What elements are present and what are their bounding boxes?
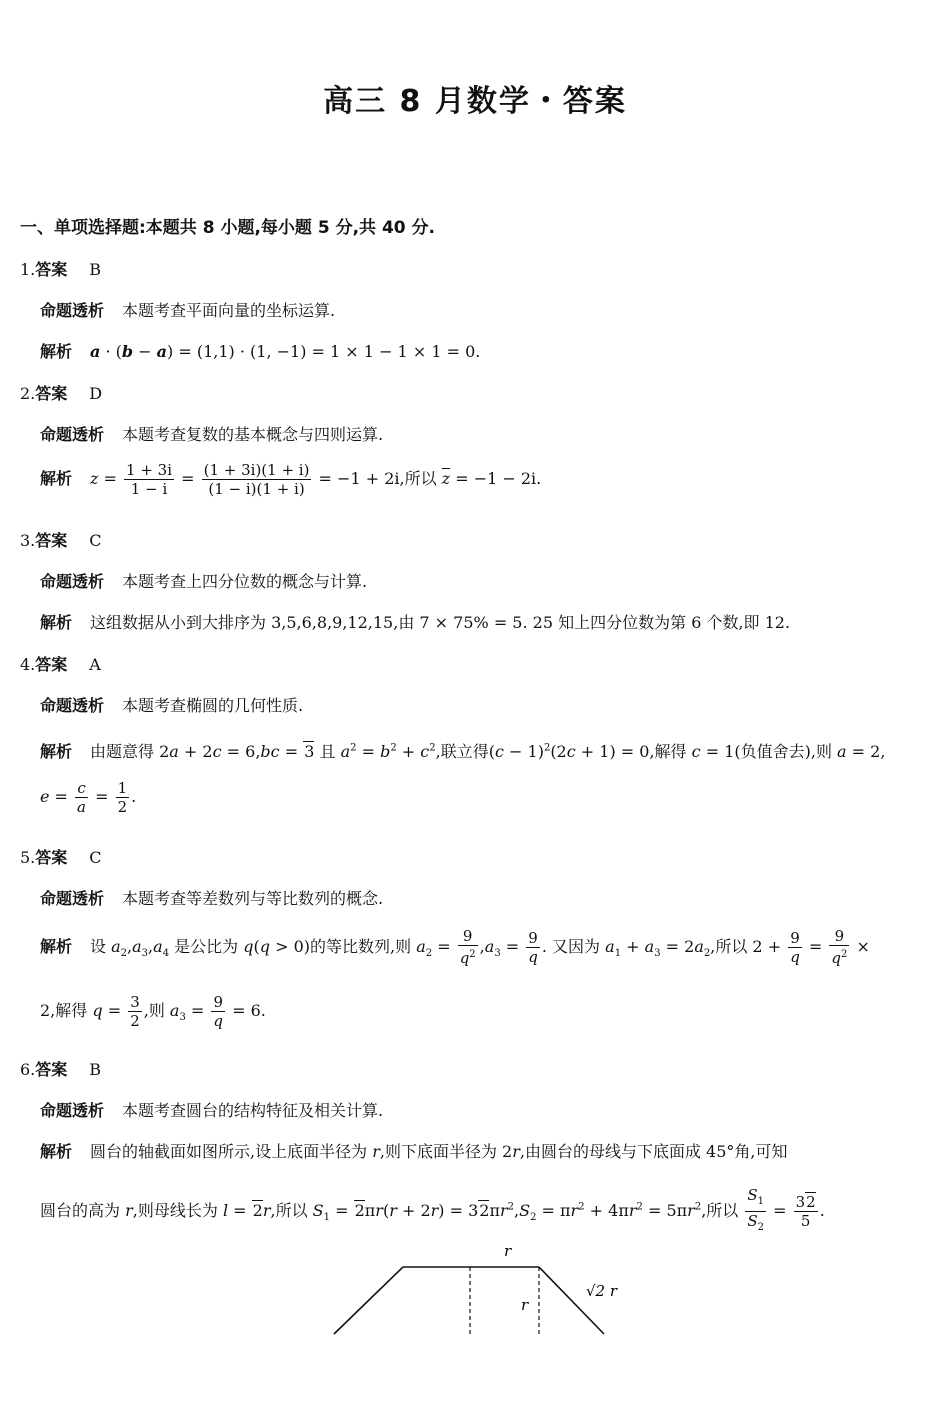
insight-label: 命题透析 — [40, 572, 105, 591]
insight-label: 命题透析 — [40, 696, 105, 715]
insight-label: 命题透析 — [40, 425, 105, 444]
answer-label: 答案 — [35, 1060, 68, 1079]
q5-result-math: 2,解得 q = $\frac{3}{2}$ ,则 $a_3$ = $\frac{9}{q}$ = 6. — [40, 993, 266, 1030]
answer-label: 答案 — [35, 260, 68, 279]
right-slant-edge — [539, 1267, 604, 1334]
q4-number: 4. — [20, 655, 36, 674]
q5-number: 5. — [20, 848, 36, 867]
answer-label: 答案 — [35, 384, 68, 403]
q4-header — [20, 652, 101, 675]
q6-insight — [40, 1098, 383, 1121]
q5-header — [20, 845, 102, 868]
insight-label: 命题透析 — [40, 301, 105, 320]
q6-analysis — [40, 1139, 788, 1162]
q5-answer: C — [89, 848, 102, 867]
page-title: 高三 8 月数学・答案 — [323, 84, 627, 119]
analysis-label: 解析 — [40, 1142, 73, 1161]
q1-header — [20, 257, 101, 280]
q1-insight — [40, 298, 335, 321]
label-top-radius: r — [504, 1242, 512, 1260]
q5-insight-text: 本题考查等差数列与等比数列的概念. — [122, 889, 384, 908]
q1-analysis-math: a · (b − a) = (1,1) · (1, −1) = 1 × 1 − 1 × 1 = 0. — [90, 342, 481, 361]
q2-header — [20, 381, 102, 404]
q3-header — [20, 528, 102, 551]
q1-answer: B — [89, 260, 102, 279]
q3-insight-text: 本题考查上四分位数的概念与计算. — [122, 572, 368, 591]
answer-label: 答案 — [35, 531, 68, 550]
q4-analysis-cont — [40, 779, 136, 816]
analysis-label: 解析 — [40, 342, 73, 361]
q5-insight — [40, 886, 383, 909]
q4-insight-text: 本题考查椭圆的几何性质. — [122, 696, 304, 715]
q5-analysis-math: 设 $a_2,a_3,a_4$ 是公比为 q(q > 0)的等比数列,则 $a_2$ = $\frac{9}{q^2}$ $,a_3$ = $\frac{9}{q}$ . 又因为 $a_1 + a_3 = 2a_2$,所以 2 + $\frac{9}{q}$ = $\frac{9}{q^2}$ × — [90, 927, 870, 967]
q3-number: 3. — [20, 531, 36, 550]
frustum-cross-section-figure — [320, 1235, 620, 1340]
q1-analysis — [40, 339, 480, 362]
q2-analysis — [40, 461, 541, 498]
q4-insight — [40, 693, 303, 716]
analysis-label: 解析 — [40, 613, 73, 632]
q2-number: 2. — [20, 384, 36, 403]
q6-number: 6. — [20, 1060, 36, 1079]
label-slant-length: √2 r — [586, 1282, 618, 1300]
insight-label: 命题透析 — [40, 1101, 105, 1120]
q1-number: 1. — [20, 260, 36, 279]
section-heading: 一、单项选择题:本题共 8 小题,每小题 5 分,共 40 分. — [20, 218, 435, 238]
q6-result-math: 圆台的高为 r,则母线长为 l = 2r,所以 $S_1 = 2\pi r(r + 2r) = 32\pi r^2,S_2 = \pi r^2 + 4\pi r^2 = 5\pi r^2$,所以 $\frac{S_1}{S_2}$ = $\frac{32}{5}$ . — [40, 1186, 825, 1233]
answer-label: 答案 — [35, 848, 68, 867]
analysis-label: 解析 — [40, 742, 73, 761]
q2-analysis-math: z = $\frac{1 + 3i}{1 - i}$ = $\frac{(1 + 3i)(1 + i)}{(1 - i)(1 + i)}$ = −1 + 2i,所以 $\overline{z} = -1 - 2i$. — [90, 461, 542, 498]
q4-analysis-math: 由题意得 2a + 2c = 6,bc = 3 且 $a^2 = b^2 + c^2$,联立得$(c - 1)^2(2c + 1) = 0$,解得 c = 1(负值舍去),则 a = 2, — [90, 742, 886, 761]
insight-label: 命题透析 — [40, 889, 105, 908]
q2-answer: D — [89, 384, 103, 403]
analysis-label: 解析 — [40, 936, 73, 956]
answer-label: 答案 — [35, 655, 68, 674]
q2-insight-text: 本题考查复数的基本概念与四则运算. — [122, 425, 384, 444]
q4-answer: A — [89, 655, 101, 674]
q5-analysis — [40, 927, 870, 967]
label-height: r — [521, 1296, 529, 1314]
q6-answer: B — [89, 1060, 102, 1079]
q6-header — [20, 1057, 101, 1080]
left-slant-edge — [334, 1267, 403, 1334]
q5-analysis-cont — [40, 993, 266, 1030]
analysis-label: 解析 — [40, 469, 73, 488]
q4-eccentricity-math: e = $\frac{c}{a}$ = $\frac{1}{2}$ . — [40, 779, 137, 816]
q2-insight — [40, 422, 383, 445]
q6-insight-text: 本题考查圆台的结构特征及相关计算. — [122, 1101, 384, 1120]
q6-analysis-math: 圆台的轴截面如图所示,设上底面半径为 r,则下底面半径为 2r,由圆台的母线与下底面成 45°角,可知 — [90, 1142, 788, 1161]
q6-analysis-cont — [40, 1186, 825, 1237]
q3-analysis — [40, 610, 790, 633]
q4-analysis — [40, 739, 885, 762]
q3-answer: C — [89, 531, 102, 550]
q1-insight-text: 本题考查平面向量的坐标运算. — [122, 301, 336, 320]
q3-insight — [40, 569, 367, 592]
q3-analysis-text: 这组数据从小到大排序为 3,5,6,8,9,12,15,由 7 × 75% = 5. 25 知上四分位数为第 6 个数,即 12. — [90, 613, 791, 632]
